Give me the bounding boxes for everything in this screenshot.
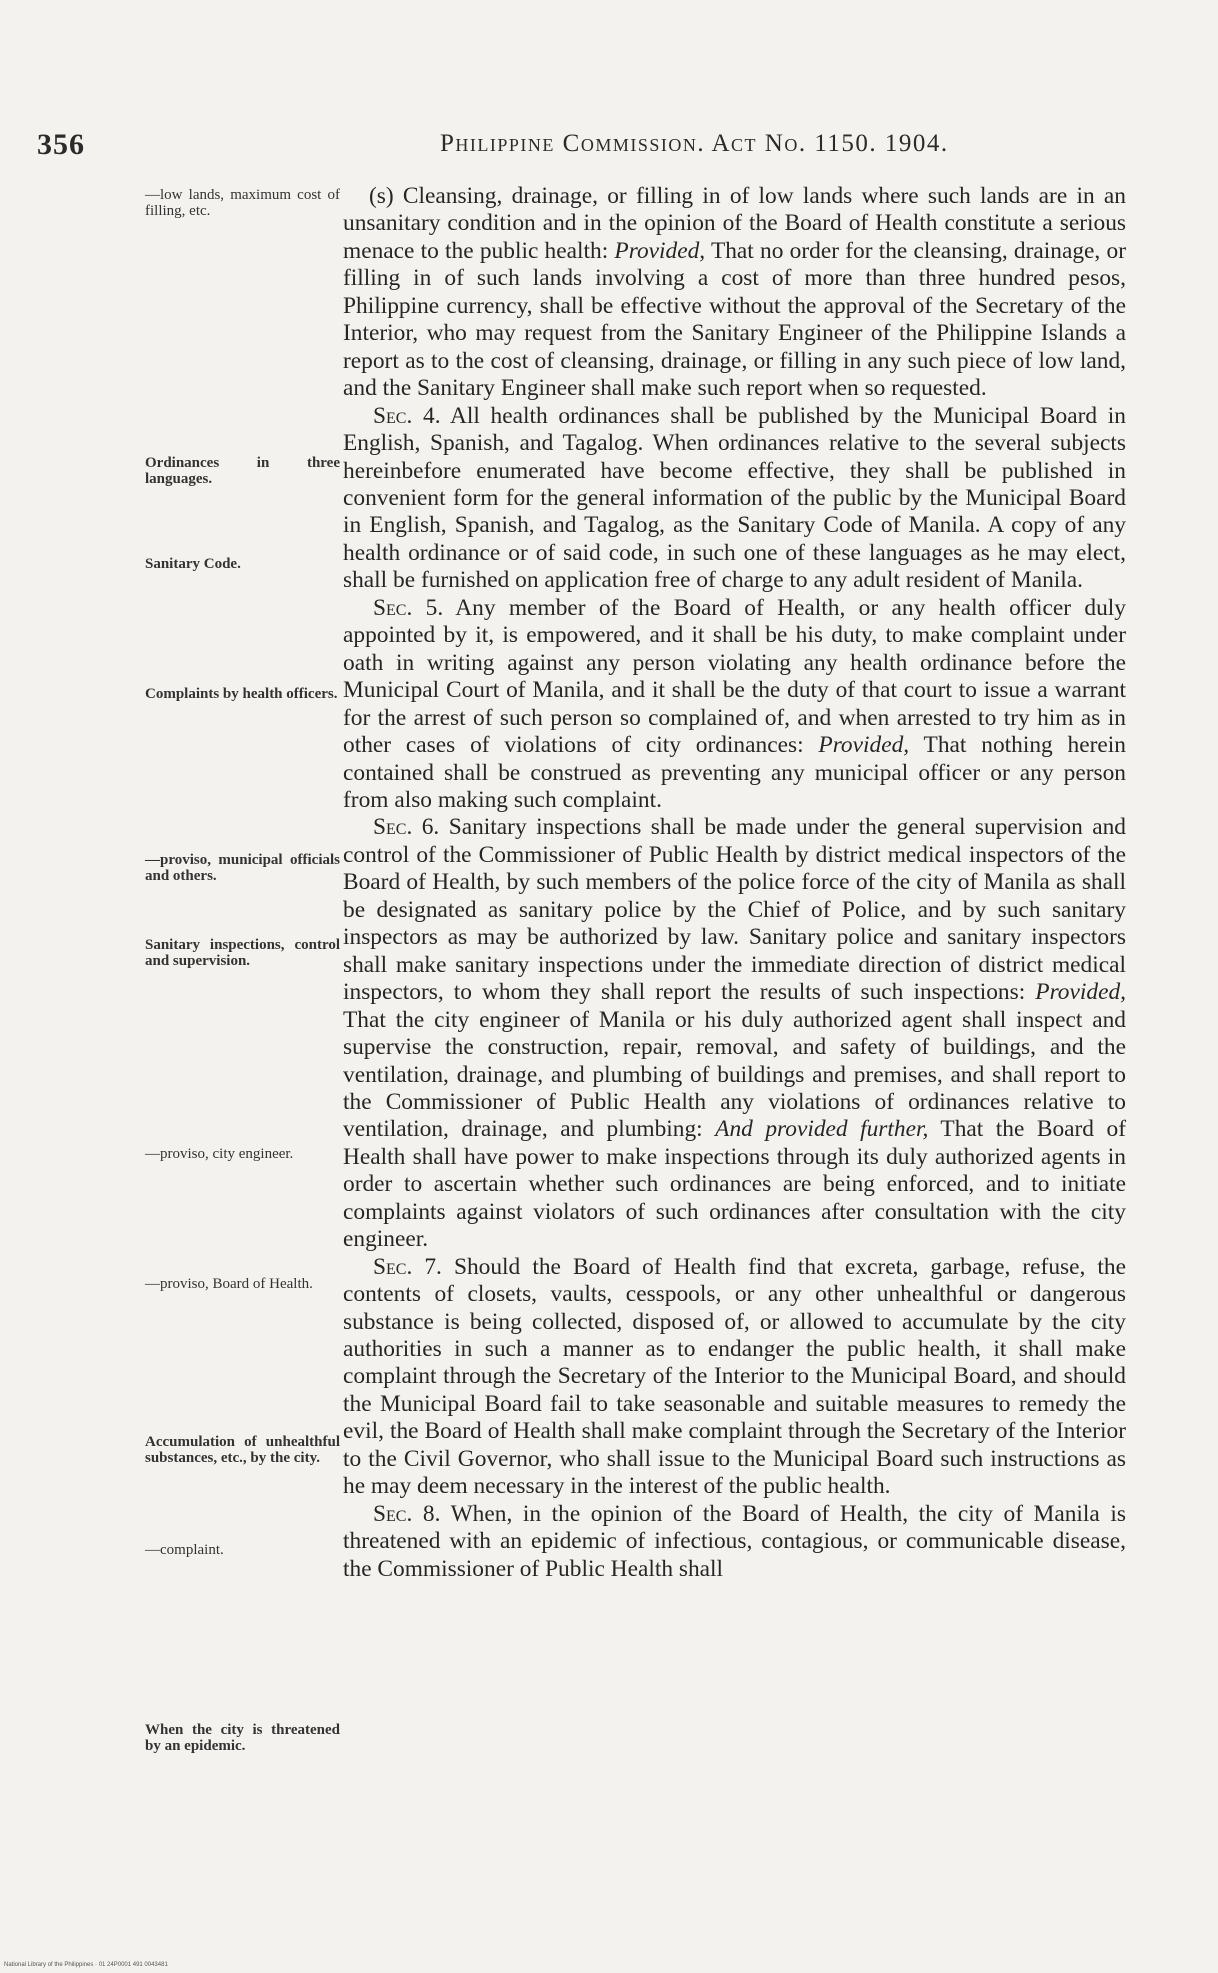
paragraph-sec-6 <box>343 814 1126 1253</box>
margin-note: Sanitary inspections, control and supervision. <box>145 937 340 969</box>
margin-note: —complaint. <box>145 1542 224 1558</box>
text-run: When, in the opinion of the Board of Health, the city of Manila is threatened with an epidemic of infectious, contagious, or communicable disease, the Commissioner of Public Health shall <box>343 1500 1126 1582</box>
section-label: Sec. 4. <box>373 402 441 429</box>
paragraph-s <box>343 183 1126 403</box>
margin-note: —proviso, city engineer. <box>145 1146 294 1162</box>
text-run: Should the Board of Health find that excreta, garbage, refuse, the contents of closets, vaults, cesspools, or any other unhealthful or dangerous substance is being collected, disposed of, or allowed to accumulate by the city authorities in such a manner as to endanger the public health, it shall make complaint through the Secretary of the Interior to the Municipal Board, and should the Municipal Board fail to take seasonable and suitable measures to remedy the evil, the Board of Health shall make complaint through the Secretary of the Interior to the Civil Governor, who shall issue to the Municipal Board such instructions as he may deem necessary in the interest of the public health. <box>343 1253 1126 1500</box>
margin-note: Accumulation of unhealthful substances, etc., by the city. <box>145 1434 340 1466</box>
section-label: Sec. 6. <box>373 814 440 841</box>
paragraph-sec-4 <box>343 403 1126 595</box>
paragraph-sec-5 <box>343 595 1126 815</box>
body-text <box>343 183 1126 1583</box>
text-run: That the city engineer of Manila or his duly authorized agent shall inspect and supervise the construction, repair, removal, and safety of buildings, and the ventilation, drainage, and plumbing of buildings and premises, and shall report to the Commissioner of Public Health any violations of ordinances relative to ventilation, drainage, and plumbing: <box>343 1006 1126 1143</box>
section-label: Sec. 8. <box>373 1500 441 1527</box>
page-number: 356 <box>37 128 85 161</box>
margin-note: Complaints by health officers. <box>145 686 338 702</box>
section-label: Sec. 7. <box>373 1253 442 1280</box>
margin-note: Sanitary Code. <box>145 556 241 572</box>
margin-note: —proviso, Board of Health. <box>145 1276 313 1292</box>
text-run: Any member of the Board of Health, or any health officer duly appointed by it, is empowered, and it shall be his duty, to make complaint under oath in writing against any person violating any health ordinance before the Municipal Court of Manila, and it shall be the duty of that court to issue a warrant for the arrest of such person so complained of, and when arrested to try him as in other cases of violations of city ordinances: <box>343 594 1126 759</box>
paragraph-sec-8 <box>343 1501 1126 1583</box>
text-run: All health ordinances shall be published by the Municipal Board in English, Spanish, and Tagalog. When ordinances relative to the several subjects hereinbefore enumerated have become effective, they shall be published in convenient form for the general information of the public by the Municipal Board in English, Spanish, and Tagalog, as the Sanitary Code of Manila. A copy of any health ordinance or of said code, in such one of these languages as he may elect, shall be furnished on application free of charge to any adult resident of Manila. <box>343 402 1126 594</box>
margin-note: Ordinances in three languages. <box>145 455 340 487</box>
paragraph-sec-7 <box>343 1254 1126 1501</box>
margin-note: When the city is threatened by an epidemic. <box>145 1722 340 1754</box>
text-run: Sanitary inspections shall be made under the general supervision and control of the Commissioner of Public Health by district medical inspectors of the Board of Health, by such members of the police force of the city of Manila as shall be designated as sanitary police by the Chief of Police, and by such sanitary inspectors as may be authorized by law. Sanitary police and sanitary inspectors shall make sanitary inspections under the immediate direction of district medical inspectors, to whom they shall report the results of such inspections: <box>343 814 1126 1006</box>
margin-note: —proviso, municipal officials and others. <box>145 852 340 884</box>
section-label: Sec. 5. <box>373 594 444 621</box>
text-run: (s) Cleansing, drainage, or filling in of low lands where such lands are in an unsanitary condition and in the opinion of the Board of Health constitute a serious menace to the public health: <box>343 183 1126 264</box>
proviso-italic: Provided, <box>1035 979 1126 1006</box>
library-footer: National Library of the Philippines · 01 24P0001 491 0043481 <box>4 1962 168 1968</box>
text-run: That no order for the cleansing, drainage, or filling in of such lands involving a cost of more than three hundred pesos, Philippine currency, shall be effective without the approval of the Secretary of the Interior, who may request from the Sanitary Engineer of the Philippine Islands a report as to the cost of cleansing, drainage, or filling in any such piece of low land, and the Sanitary Engineer shall make such report when so requested. <box>343 237 1126 402</box>
text-run: That nothing herein contained shall be construed as preventing any municipal officer or any person from also making such complaint. <box>343 732 1126 813</box>
proviso-italic: And provided further, <box>715 1116 929 1143</box>
margin-note: —low lands, maximum cost of filling, etc. <box>145 187 340 219</box>
running-head: Philippine Commission. Act No. 1150. 1904. <box>440 130 949 157</box>
proviso-italic: Provided, <box>818 732 910 759</box>
proviso-italic: Provided, <box>614 237 706 264</box>
text-run: That the Board of Health shall have power to make inspections through its duly authorized agents in order to ascertain whether such ordinances are being enforced, and to initiate complaints against violators of such ordinances after consultation with the city engineer. <box>343 1116 1126 1253</box>
